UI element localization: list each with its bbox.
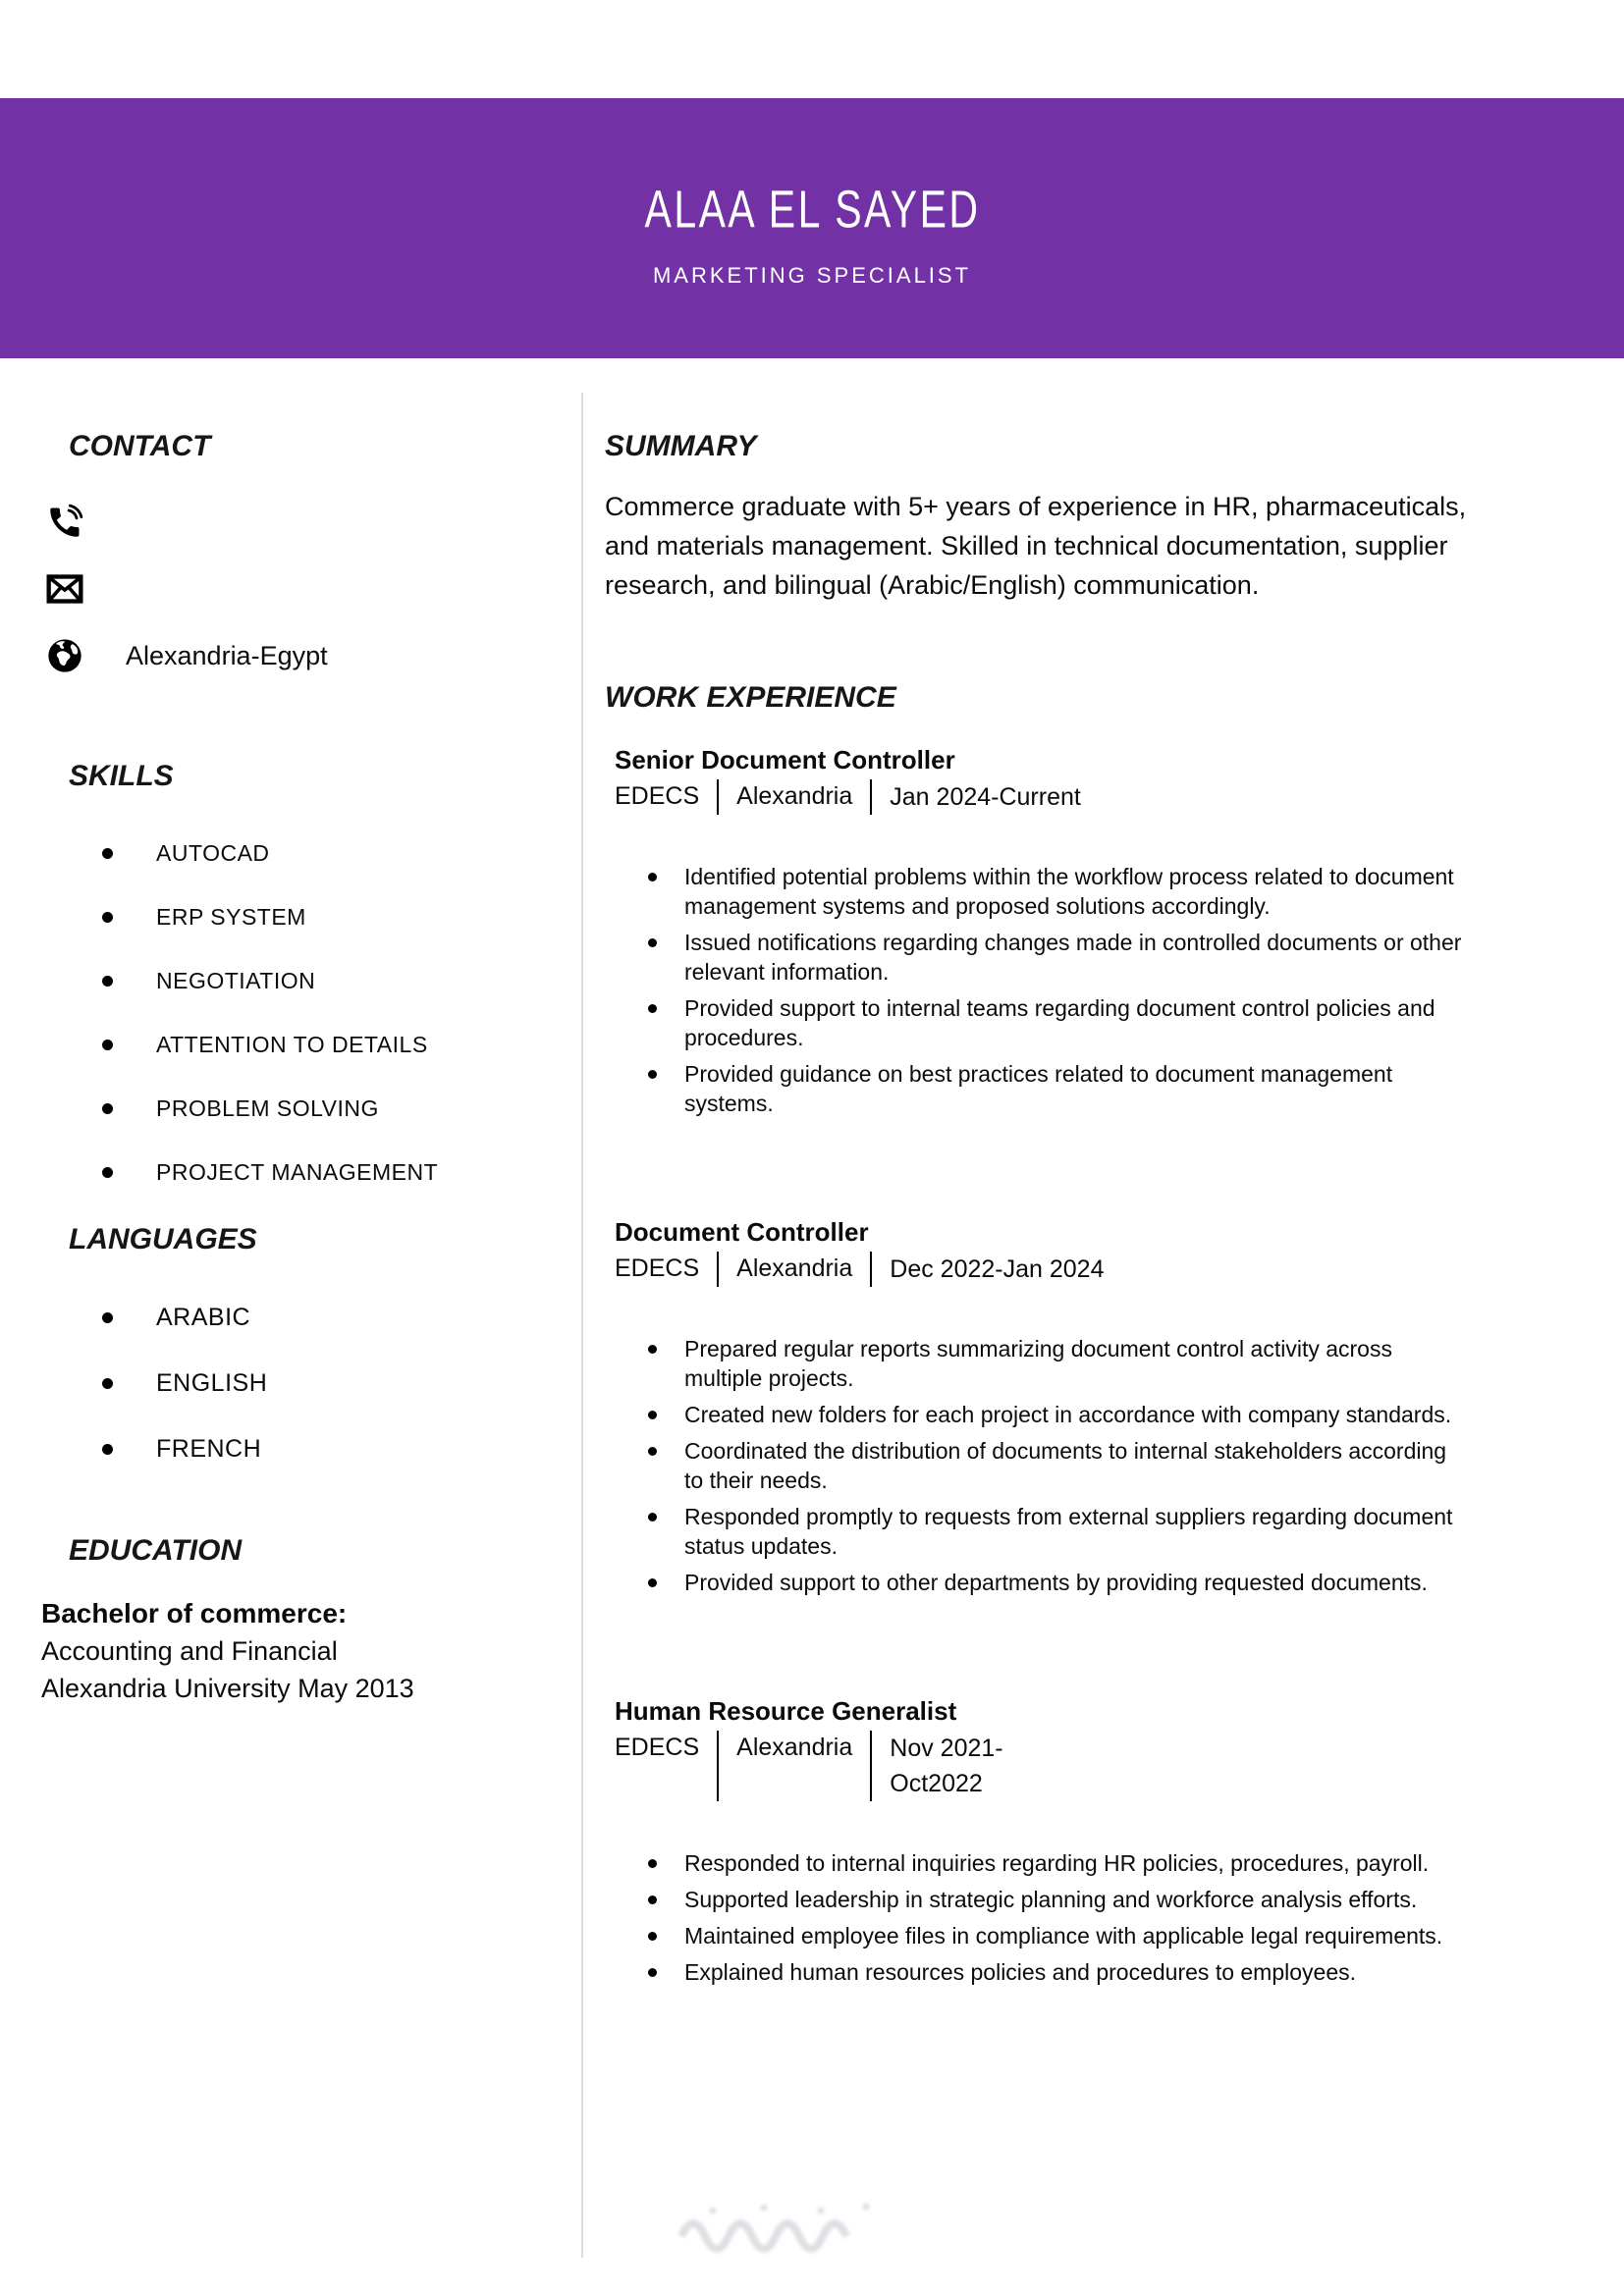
- header-band: [0, 98, 1624, 358]
- globe-icon: [43, 634, 86, 677]
- bullet-icon: [648, 1070, 657, 1079]
- education-major: Accounting and Financial: [41, 1636, 338, 1666]
- job-dates: Dec 2022-Jan 2024: [890, 1255, 1105, 1283]
- job-bullet: Responded promptly to requests from external suppliers regarding document status updates.: [615, 1502, 1538, 1561]
- job-bullet-list: [615, 1334, 1538, 1597]
- contact-row-phone: [41, 489, 544, 556]
- skills-list: [41, 840, 544, 1186]
- meta-separator: [870, 1252, 872, 1287]
- skill-item: [102, 1095, 544, 1122]
- job-bullet: Provided support to internal teams regarding document control policies and procedures.: [615, 993, 1538, 1052]
- job-title: Senior Document Controller: [615, 745, 955, 774]
- languages-heading: LANGUAGES: [69, 1223, 257, 1255]
- bullet-icon: [648, 1968, 657, 1977]
- job-bullet-list: [615, 862, 1538, 1118]
- job-bullet: Maintained employee files in compliance with applicable legal requirements.: [615, 1921, 1538, 1950]
- contact-row-location: [41, 622, 544, 689]
- bullet-icon: [102, 1312, 113, 1323]
- job-meta: [615, 1731, 1538, 1801]
- skill-label: PROBLEM SOLVING: [156, 1095, 379, 1121]
- languages-section: [41, 1223, 544, 1464]
- work-experience-heading: WORK EXPERIENCE: [605, 681, 896, 714]
- job-location: Alexandria: [736, 1255, 853, 1282]
- bullet-icon: [648, 1447, 657, 1456]
- job-bullet: Prepared regular reports summarizing document control activity across multiple projects.: [615, 1334, 1538, 1393]
- bullet-icon: [648, 1932, 657, 1941]
- education-degree: Bachelor of commerce:: [41, 1598, 348, 1629]
- bullet-icon: [102, 976, 113, 987]
- skill-label: AUTOCAD: [156, 840, 270, 866]
- job-meta: [615, 1252, 1538, 1287]
- job-company: EDECS: [615, 782, 700, 810]
- contact-list: [41, 489, 544, 689]
- bullet-icon: [102, 1167, 113, 1178]
- job-bullet: Created new folders for each project in accordance with company standards.: [615, 1400, 1538, 1429]
- job-bullet: Issued notifications regarding changes made in controlled documents or other relevant information.: [615, 928, 1538, 987]
- job-bullet: Responded to internal inquiries regarding HR policies, procedures, payroll.: [615, 1848, 1538, 1878]
- language-label: FRENCH: [156, 1435, 262, 1463]
- bullet-icon: [648, 1578, 657, 1587]
- job-bullet: Provided guidance on best practices related to document management systems.: [615, 1059, 1538, 1118]
- person-name: ALAA EL SAYED: [644, 179, 980, 240]
- watermark: [674, 2195, 890, 2256]
- bullet-icon: [648, 1345, 657, 1354]
- main-content: [605, 430, 1538, 1994]
- contact-row-email: [41, 556, 544, 622]
- language-item: [102, 1369, 544, 1398]
- job-bullet-list: [615, 1848, 1538, 1987]
- bullet-icon: [648, 938, 657, 947]
- skill-item: [102, 1159, 544, 1186]
- phone-icon: [43, 501, 86, 544]
- job-bullet: Coordinated the distribution of documents to internal stakeholders according to their needs.: [615, 1436, 1538, 1495]
- language-label: ARABIC: [156, 1304, 251, 1331]
- job-title: Document Controller: [615, 1217, 869, 1247]
- skills-heading: SKILLS: [69, 760, 174, 792]
- bullet-icon: [102, 1378, 113, 1389]
- job-dates: Nov 2021- Oct2022: [890, 1735, 1003, 1797]
- job-entry: [615, 744, 1538, 1118]
- bullet-icon: [102, 912, 113, 923]
- education-heading: EDUCATION: [69, 1534, 243, 1567]
- skill-label: ATTENTION TO DETAILS: [156, 1032, 428, 1057]
- bullet-icon: [648, 1004, 657, 1013]
- bullet-icon: [648, 873, 657, 881]
- summary-heading: SUMMARY: [605, 430, 757, 462]
- education-university: Alexandria University May 2013: [41, 1674, 414, 1703]
- job-location: Alexandria: [736, 782, 853, 810]
- job-bullet: Supported leadership in strategic planning and workforce analysis efforts.: [615, 1885, 1538, 1914]
- job-location: Alexandria: [736, 1734, 853, 1761]
- sidebar: [41, 430, 544, 1707]
- bullet-icon: [648, 1411, 657, 1419]
- skill-item: [102, 840, 544, 867]
- bullet-icon: [648, 1513, 657, 1522]
- job-bullet: Identified potential problems within the workflow process related to document management systems and proposed solutions accordingly.: [615, 862, 1538, 921]
- column-divider: [581, 393, 583, 2258]
- job-title: Human Resource Generalist: [615, 1696, 957, 1726]
- job-company: EDECS: [615, 1255, 700, 1282]
- bullet-icon: [648, 1859, 657, 1868]
- bullet-icon: [102, 848, 113, 859]
- skills-section: [41, 760, 544, 1186]
- skill-label: NEGOTIATION: [156, 968, 316, 993]
- job-entry: [615, 1695, 1538, 1987]
- job-company: EDECS: [615, 1734, 700, 1761]
- bullet-icon: [102, 1103, 113, 1114]
- bullet-icon: [648, 1896, 657, 1904]
- meta-separator: [870, 779, 872, 815]
- contact-heading: CONTACT: [69, 430, 211, 462]
- meta-separator: [717, 1252, 719, 1287]
- languages-list: [41, 1304, 544, 1464]
- skill-label: PROJECT MANAGEMENT: [156, 1159, 439, 1185]
- skill-item: [102, 968, 544, 994]
- job-bullet: Provided support to other departments by providing requested documents.: [615, 1568, 1538, 1597]
- language-item: [102, 1435, 544, 1464]
- contact-location-text: Alexandria-Egypt: [126, 640, 328, 670]
- language-label: ENGLISH: [156, 1369, 268, 1397]
- bullet-icon: [102, 1444, 113, 1455]
- job-bullet: Explained human resources policies and procedures to employees.: [615, 1957, 1538, 1987]
- email-icon: [43, 567, 86, 611]
- bullet-icon: [102, 1040, 113, 1050]
- job-entry: [615, 1216, 1538, 1597]
- job-dates: Jan 2024-Current: [890, 783, 1081, 811]
- education-section: [41, 1534, 544, 1707]
- meta-separator: [717, 779, 719, 815]
- language-item: [102, 1304, 544, 1332]
- skill-item: [102, 904, 544, 931]
- skill-item: [102, 1032, 544, 1058]
- skill-label: ERP SYSTEM: [156, 904, 306, 930]
- job-meta: [615, 779, 1538, 815]
- meta-separator: [870, 1731, 872, 1801]
- summary-text: Commerce graduate with 5+ years of experience in HR, pharmaceuticals, and materials management. Skilled in technical documentation, supplier research, and bilingual (Arabic/English) communication.: [605, 492, 1467, 600]
- person-job-title: MARKETING SPECIALIST: [652, 263, 972, 288]
- meta-separator: [717, 1731, 719, 1801]
